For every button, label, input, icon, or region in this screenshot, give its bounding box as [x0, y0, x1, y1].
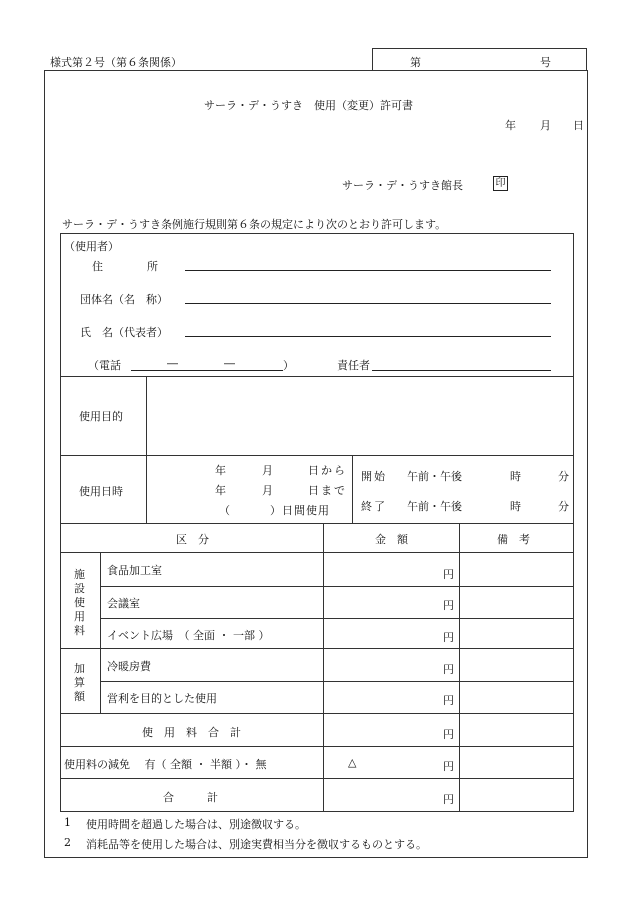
- applicant-section-label: （使用者）: [64, 240, 119, 253]
- number-dai: 第: [410, 56, 421, 69]
- divider: [60, 376, 574, 377]
- subtotal-label: 使 用 料 合 計: [142, 726, 241, 739]
- permission-statement: サーラ・デ・うすき条例施行規則第６条の規定により次のとおり許可します。: [62, 218, 447, 231]
- surcharge-row-aircon: 冷暖房費: [107, 660, 151, 673]
- yen-mark: 円: [443, 793, 454, 806]
- header-remarks: 備 考: [497, 533, 530, 546]
- total-label: 合 計: [163, 791, 218, 804]
- date-day: 日: [573, 119, 584, 132]
- end-label: 終了: [361, 500, 387, 513]
- divider: [100, 552, 101, 713]
- address-label: 住 所: [92, 260, 158, 273]
- divider: [146, 376, 147, 523]
- divider: [60, 746, 574, 747]
- days-open: （: [219, 504, 230, 517]
- number-box: [372, 48, 587, 71]
- group-name-label: 団体名（名 称）: [80, 293, 168, 306]
- phone-dash-1: ―: [167, 357, 178, 370]
- phone-close: ）: [283, 359, 294, 372]
- yen-mark: 円: [443, 568, 454, 581]
- start-hour: 時: [510, 470, 521, 483]
- form-number: 様式第２号（第６条関係）: [50, 56, 182, 69]
- representative-label: 氏 名（代表者）: [80, 326, 168, 339]
- yen-mark: 円: [443, 728, 454, 741]
- to-day: 日まで: [308, 484, 347, 497]
- reduction-triangle: △: [348, 756, 357, 769]
- end-ampm: 午前・午後: [407, 500, 462, 513]
- yen-mark: 円: [443, 760, 454, 773]
- phone-dash-2: ―: [224, 357, 235, 370]
- phone-label: （電話: [88, 359, 121, 372]
- divider: [352, 455, 353, 523]
- to-year: 年: [215, 484, 226, 497]
- divider: [323, 523, 324, 812]
- divider: [100, 586, 574, 587]
- issuer-label: サーラ・デ・うすき館長: [342, 179, 463, 192]
- divider: [60, 552, 574, 553]
- end-hour: 時: [510, 500, 521, 513]
- start-minute: 分: [558, 470, 569, 483]
- representative-field[interactable]: [185, 336, 551, 337]
- divider: [60, 523, 574, 524]
- end-minute: 分: [558, 500, 569, 513]
- divider: [60, 713, 574, 714]
- date-month: 月: [540, 119, 551, 132]
- yen-mark: 円: [443, 599, 454, 612]
- facility-fee-label: 施設使用料: [74, 568, 85, 637]
- start-label: 開始: [361, 470, 387, 483]
- group-name-field[interactable]: [185, 303, 551, 304]
- divider: [60, 778, 574, 779]
- surcharge-label: 加算額: [74, 662, 85, 703]
- from-day: 日から: [308, 464, 347, 477]
- facility-row-event: イベント広場 （ 全面 ・ 一部 ）: [107, 629, 270, 642]
- responsible-field[interactable]: [372, 370, 551, 371]
- document-title: サーラ・デ・うすき 使用（変更）許可書: [204, 99, 413, 112]
- from-year: 年: [215, 464, 226, 477]
- divider: [459, 523, 460, 812]
- days-used: ）日間使用: [270, 504, 330, 517]
- purpose-label: 使用目的: [79, 410, 123, 423]
- header-amount: 金 額: [375, 533, 408, 546]
- reduction-label: 使用料の減免 有（ 全額 ・ 半額 ）・ 無: [64, 758, 267, 771]
- yen-mark: 円: [443, 694, 454, 707]
- divider: [100, 681, 574, 682]
- yen-mark: 円: [443, 631, 454, 644]
- divider: [100, 618, 574, 619]
- datetime-label: 使用日時: [79, 485, 123, 498]
- header-category: 区 分: [176, 533, 209, 546]
- phone-field[interactable]: [131, 370, 283, 371]
- note-text: 使用時間を超過した場合は、別途徴収する。: [86, 818, 306, 831]
- divider: [60, 648, 574, 649]
- facility-row-meeting: 会議室: [107, 597, 140, 610]
- responsible-label: 責任者: [337, 359, 370, 372]
- facility-row-food: 食品加工室: [107, 564, 162, 577]
- address-field[interactable]: [185, 270, 551, 271]
- number-go: 号: [540, 56, 551, 69]
- divider: [60, 455, 574, 456]
- start-ampm: 午前・午後: [407, 470, 462, 483]
- to-month: 月: [262, 484, 273, 497]
- surcharge-row-commercial: 営利を目的とした使用: [107, 692, 217, 705]
- seal-mark: 印: [493, 176, 508, 191]
- note-number: 2: [64, 836, 71, 849]
- note-number: 1: [64, 816, 71, 829]
- date-year: 年: [505, 119, 516, 132]
- from-month: 月: [262, 464, 273, 477]
- yen-mark: 円: [443, 663, 454, 676]
- note-text: 消耗品等を使用した場合は、別途実費相当分を徴収するものとする。: [86, 838, 427, 851]
